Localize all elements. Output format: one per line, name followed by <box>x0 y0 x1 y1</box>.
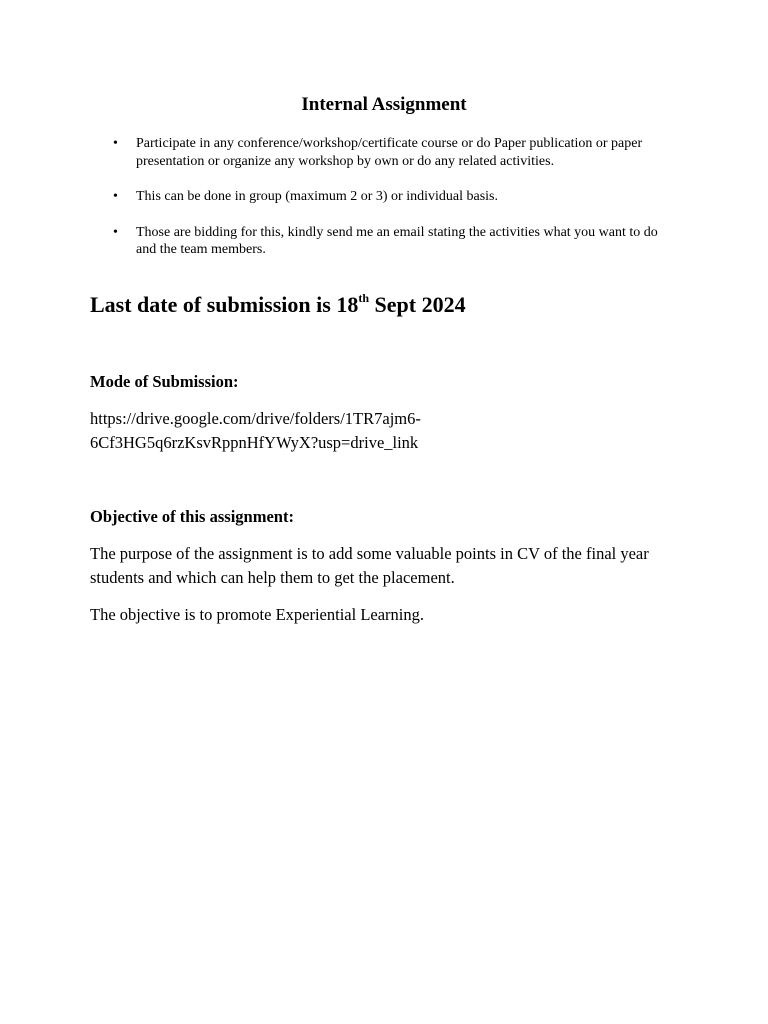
submission-link-line-2[interactable]: 6Cf3HG5q6rzKsvRppnHfYWyX?usp=drive_link <box>90 433 419 452</box>
objective-paragraph-2: The objective is to promote Experiential Learning. <box>90 605 425 624</box>
list-item-text: Participate in any conference/workshop/certificate course or do Paper publication or paper presentation or organize any workshop by own or do any related activities. <box>136 136 643 169</box>
submission-link-line-1[interactable]: https://drive.google.com/drive/folders/1TR7ajm6- <box>90 409 421 428</box>
submission-link[interactable] <box>90 407 690 455</box>
list-item-text: Those are bidding for this, kindly send me an email stating the activities what you want to do and the team members. <box>136 224 658 257</box>
deadline-suffix: Sept 2024 <box>369 292 466 317</box>
list-item <box>90 224 670 259</box>
instructions-list <box>90 135 670 277</box>
list-item <box>90 135 670 170</box>
list-item-text: This can be done in group (maximum 2 or 3) or individual basis. <box>136 189 498 204</box>
deadline-ordinal-suffix: th <box>358 290 370 305</box>
mode-of-submission-label: Mode of Submission: <box>90 372 239 391</box>
submission-deadline <box>90 290 466 320</box>
deadline-prefix: Last date of submission is 18 <box>90 292 359 317</box>
bullet-icon: • <box>113 189 118 204</box>
objective-label: Objective of this assignment: <box>90 507 294 526</box>
objective-paragraph-1: The purpose of the assignment is to add some valuable points in CV of the final year students and which can help them to get the placement. <box>90 544 649 587</box>
page-title: Internal Assignment <box>301 94 467 115</box>
bullet-icon: • <box>113 136 118 151</box>
list-item <box>90 188 670 206</box>
bullet-icon: • <box>113 224 118 240</box>
